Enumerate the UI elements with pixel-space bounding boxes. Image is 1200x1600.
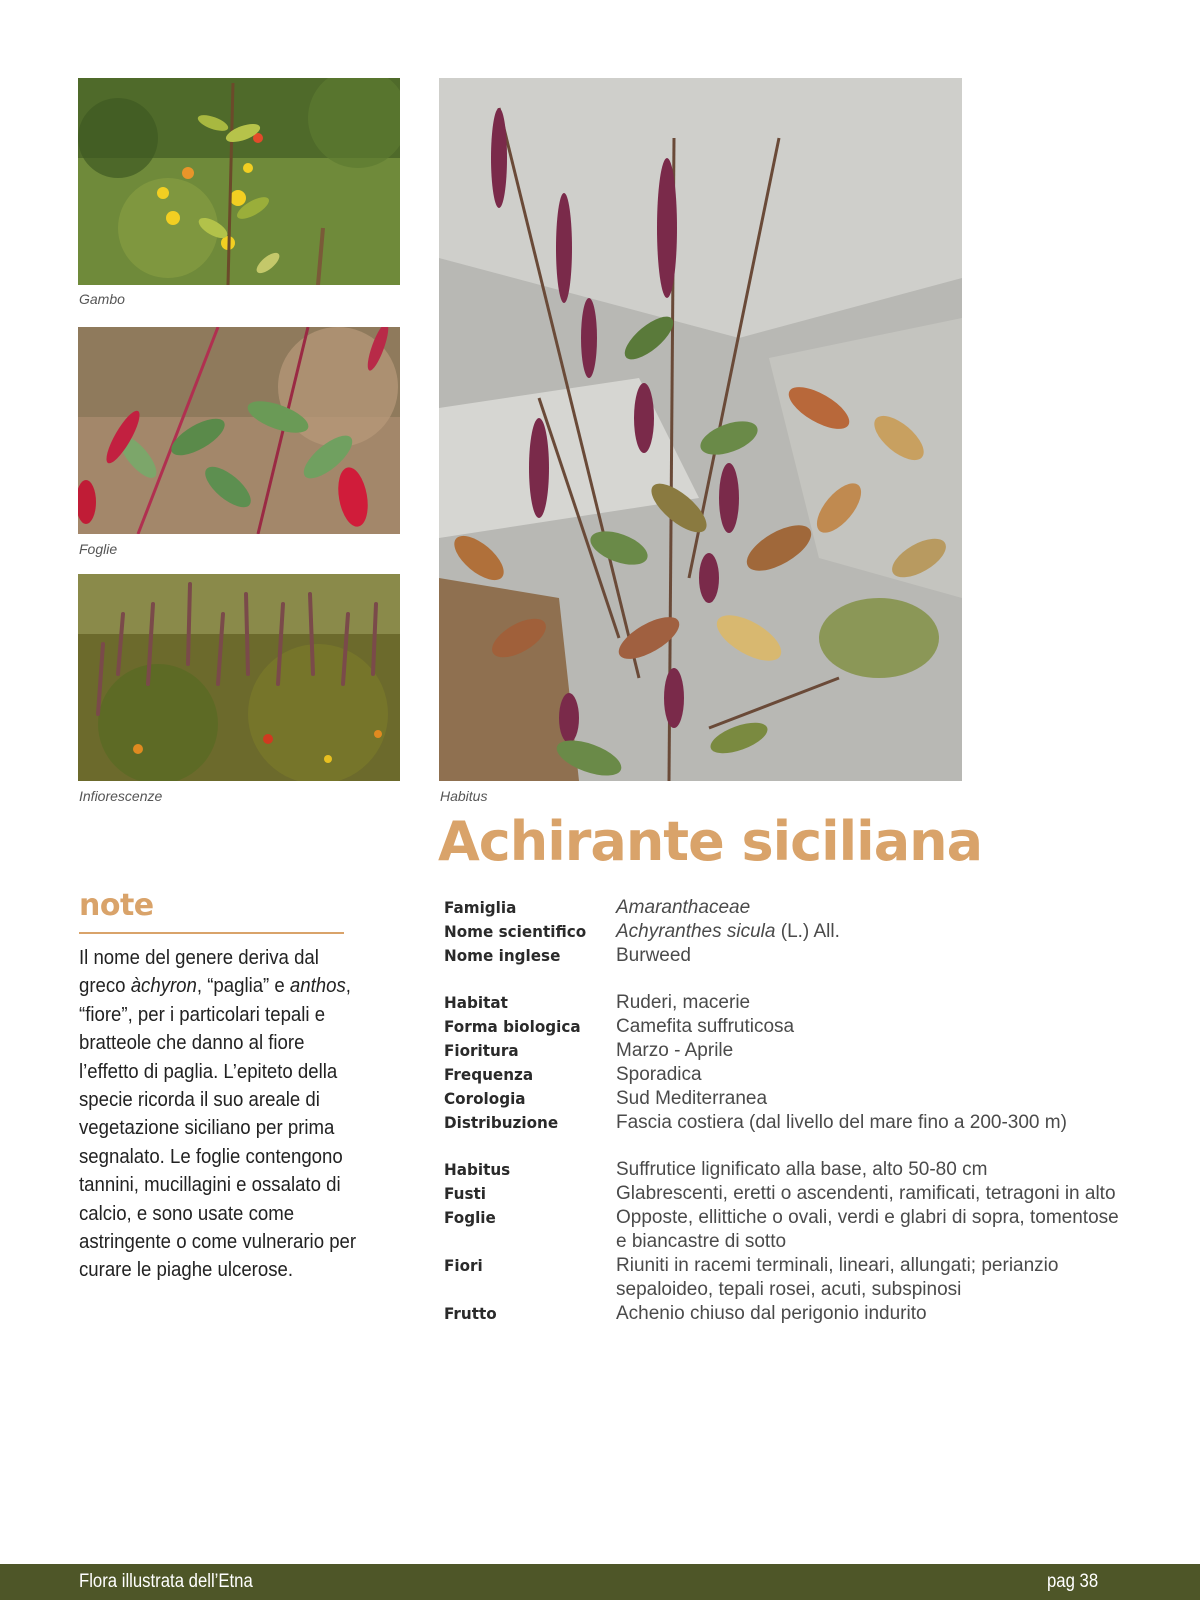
info-label: Frequenza	[444, 1065, 534, 1084]
info-value: Achenio chiuso dal perigonio indurito	[616, 1303, 927, 1324]
info-row-foglie	[444, 1206, 1124, 1254]
info-value: Suffrutice lignificato alla base, alto 50-80 cm	[616, 1159, 988, 1180]
info-label: Corologia	[444, 1089, 526, 1108]
info-label: Habitat	[444, 993, 508, 1012]
note-term-achyron: àchyron	[130, 975, 197, 998]
info-value: Ruderi, macerie	[616, 992, 751, 1013]
habitus-caption: Habitus	[440, 788, 488, 804]
stem-caption: Gambo	[79, 291, 125, 307]
info-row-famiglia	[444, 896, 1124, 920]
info-label: Frutto	[444, 1304, 497, 1323]
note-divider	[79, 932, 344, 934]
stem-photo	[78, 78, 400, 285]
species-title: Achirante siciliana	[438, 810, 983, 873]
note-text-part: Il nome del genere deriva dal greco	[79, 947, 319, 998]
inflorescence-caption: Infiorescenze	[79, 788, 163, 804]
info-row-frequenza	[444, 1063, 1124, 1087]
info-value: Glabrescenti, eretti o ascendenti, ramificati, tetragoni in alto	[616, 1183, 1116, 1204]
info-row-habitat	[444, 991, 1124, 1015]
info-value: Camefita suffruticosa	[616, 1016, 795, 1037]
info-row-nome-inglese	[444, 944, 1124, 968]
info-group-ecology	[444, 991, 1124, 1135]
info-value: Sud Mediterranea	[616, 1088, 768, 1109]
scientific-name: Achyranthes sicula	[616, 921, 776, 942]
info-row-habitus	[444, 1158, 1124, 1182]
info-value: Marzo - Aprile	[616, 1040, 734, 1061]
info-label: Forma biologica	[444, 1017, 581, 1036]
leaves-caption: Foglie	[79, 541, 118, 557]
info-value: Burweed	[616, 945, 691, 966]
footer-book-title: Flora illustrata dell’Etna	[79, 1571, 253, 1592]
info-row-corologia	[444, 1087, 1124, 1111]
info-label: Fioritura	[444, 1041, 519, 1060]
info-label: Habitus	[444, 1160, 511, 1179]
info-label: Famiglia	[444, 898, 517, 917]
info-value: Sporadica	[616, 1064, 702, 1085]
inflorescence-photo	[78, 574, 400, 781]
info-group-morphology	[444, 1158, 1124, 1326]
info-value	[616, 896, 1124, 920]
info-label: Distribuzione	[444, 1113, 559, 1132]
info-row-forma-biologica	[444, 1015, 1124, 1039]
info-label: Foglie	[444, 1208, 496, 1227]
info-label: Nome inglese	[444, 946, 561, 965]
info-value: Riuniti in racemi terminali, lineari, allungati; perianzio sepaloideo, tepali rosei, acuti, subspinosi	[616, 1255, 1059, 1300]
page-footer	[0, 1564, 1200, 1600]
info-row-fiori	[444, 1254, 1124, 1302]
species-info	[444, 896, 1124, 1349]
info-row-fusti	[444, 1182, 1124, 1206]
note-heading: note	[79, 888, 154, 923]
scientific-author: (L.) All.	[775, 921, 840, 942]
family-name: Amaranthaceae	[616, 897, 751, 918]
habitus-photo	[439, 78, 962, 781]
note-text	[79, 944, 358, 1285]
note-text-part: , “fiore”, per i particolari tepali e bratteole che danno al fiore l’effetto di paglia. L’epiteto della specie ricorda il suo areale di vegetazione siciliano per prima segnalato. Le foglie contengono tannini, mucillagini e ossalato di calcio, e sono usate come astringente o come vulnerario per curare le piaghe ulcerose.	[79, 975, 357, 1282]
info-row-nome-scientifico	[444, 920, 1124, 944]
info-value: Fascia costiera (dal livello del mare fino a 200-300 m)	[616, 1112, 1067, 1133]
leaves-photo	[78, 327, 400, 534]
info-value	[616, 920, 1124, 944]
info-label: Fusti	[444, 1184, 486, 1203]
info-row-frutto	[444, 1302, 1124, 1326]
note-text-part: , “paglia” e	[196, 975, 290, 998]
info-label: Nome scientifico	[444, 922, 587, 941]
footer-page-number: pag 38	[1046, 1571, 1098, 1592]
info-label: Fiori	[444, 1256, 483, 1275]
note-term-anthos: anthos	[289, 975, 346, 998]
info-value: Opposte, ellittiche o ovali, verdi e glabri di sopra, tomentose e biancastre di sotto	[616, 1207, 1119, 1252]
info-row-distribuzione	[444, 1111, 1124, 1135]
info-group-names	[444, 896, 1124, 968]
info-row-fioritura	[444, 1039, 1124, 1063]
